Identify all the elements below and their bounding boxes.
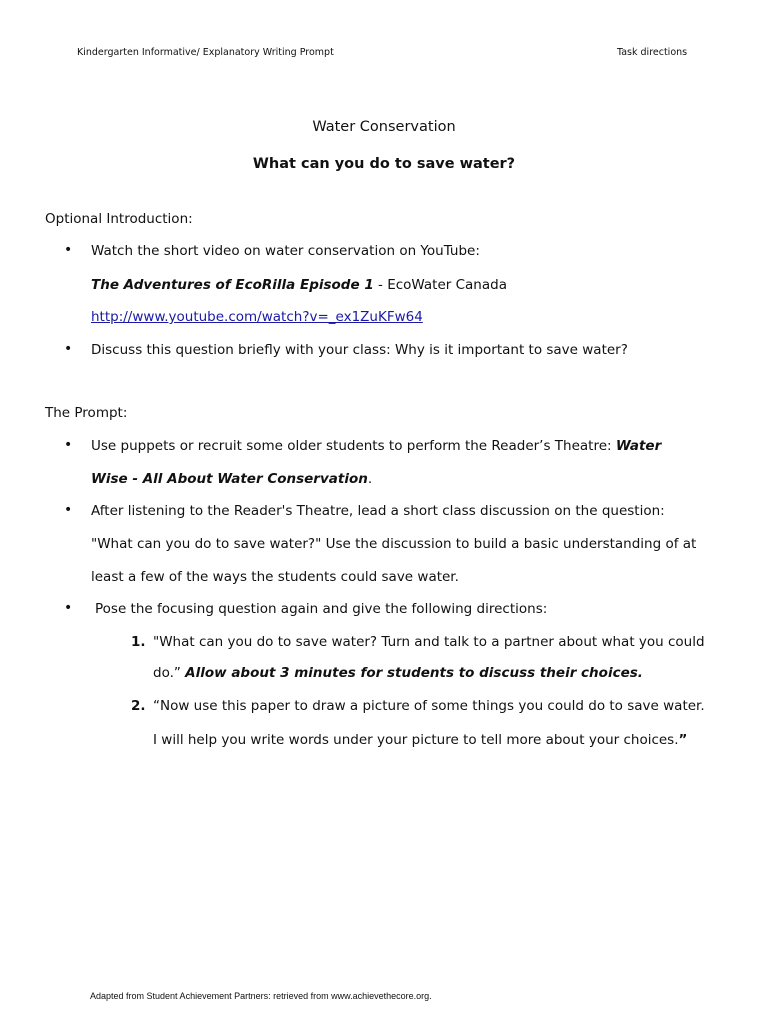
- readers-theatre-title-part-1: Water: [615, 438, 662, 454]
- intro-heading: Optional Introduction:: [45, 211, 193, 227]
- prompt-bullet-2-line-2: "What can you do to save water?" Use the discussion to build a basic understanding of at: [91, 536, 697, 552]
- page-title: Water Conservation: [312, 119, 456, 135]
- step-2-close-quote: ”: [678, 732, 688, 748]
- prompt-bullet-1-line-2: [91, 471, 372, 487]
- step-2-number: 2.: [131, 698, 146, 714]
- prompt-bullet-1-text: Use puppets or recruit some older students to perform the Reader’s Theatre:: [91, 438, 616, 454]
- step-1-line-2: [153, 665, 643, 681]
- prompt-heading: The Prompt:: [45, 405, 128, 421]
- bullet-icon: •: [64, 341, 73, 357]
- header-left: Kindergarten Informative/ Explanatory Writing Prompt: [77, 47, 334, 58]
- prompt-bullet-1-line-1: [91, 438, 661, 454]
- step-2-text: I will help you write words under your picture to tell more about your choices.: [153, 732, 679, 748]
- step-2-line-2: [153, 732, 687, 748]
- step-1-teacher-note: Allow about 3 minutes for students to discuss their choices.: [185, 665, 643, 681]
- video-reference: [91, 277, 507, 293]
- bullet-icon: •: [64, 437, 73, 453]
- page-subtitle: What can you do to save water?: [252, 156, 516, 172]
- step-1-number: 1.: [131, 634, 146, 650]
- step-1-line-1: "What can you do to save water? Turn and talk to a partner about what you could: [153, 634, 705, 650]
- prompt-bullet-3: Pose the focusing question again and give the following directions:: [95, 601, 548, 617]
- bullet-icon: •: [64, 242, 73, 258]
- video-title: The Adventures of EcoRilla Episode 1: [91, 277, 374, 293]
- header-right: Task directions: [617, 47, 688, 58]
- bullet-icon: •: [64, 502, 73, 518]
- prompt-bullet-2-line-1: After listening to the Reader's Theatre, lead a short class discussion on the question:: [91, 503, 665, 519]
- prompt-bullet-1-end: .: [367, 471, 373, 487]
- step-2-line-1: “Now use this paper to draw a picture of some things you could do to save water.: [153, 698, 705, 714]
- video-source: - EcoWater Canada: [378, 277, 507, 293]
- readers-theatre-title-part-2: Wise - All About Water Conservation: [91, 471, 368, 487]
- prompt-bullet-2-line-3: least a few of the ways the students could save water.: [91, 569, 459, 585]
- youtube-link[interactable]: http://www.youtube.com/watch?v=_ex1ZuKFw64: [91, 309, 423, 325]
- bullet-icon: •: [64, 600, 73, 616]
- intro-bullet-2: Discuss this question briefly with your class: Why is it important to save water?: [91, 342, 628, 358]
- intro-bullet-1: Watch the short video on water conservation on YouTube:: [91, 243, 480, 259]
- step-1-quote-end: do.”: [153, 665, 186, 681]
- footer-attribution: Adapted from Student Achievement Partners: retrieved from www.achievethecore.org.: [90, 991, 432, 1001]
